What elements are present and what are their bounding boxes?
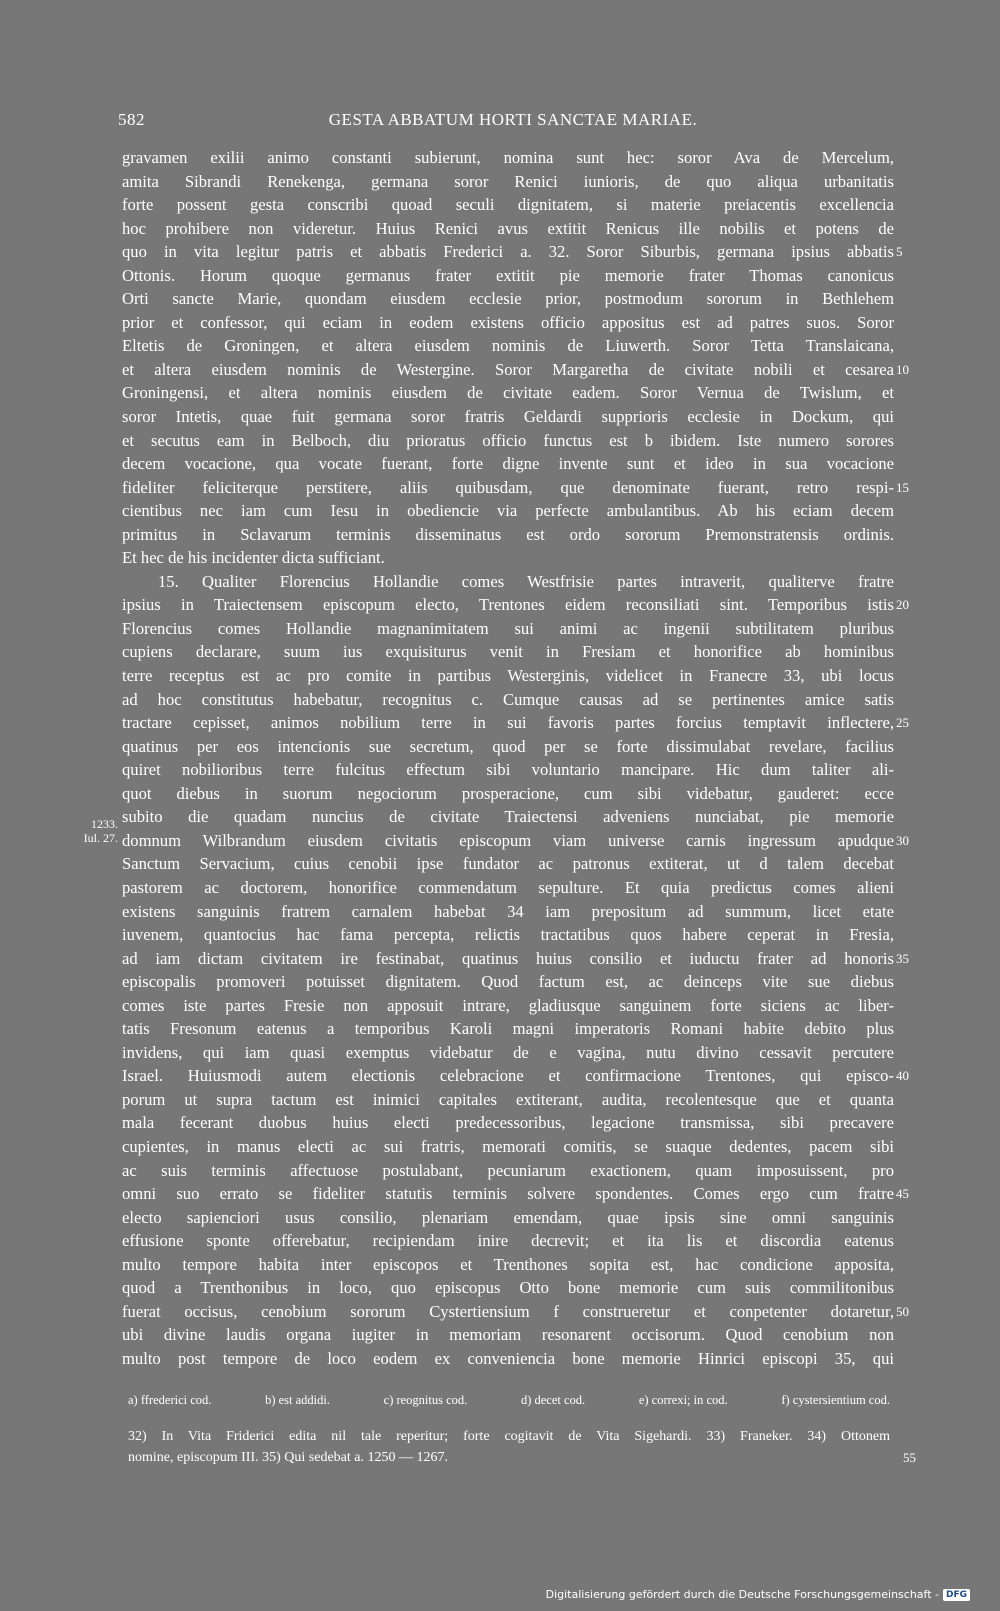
line-text: Ottonis. Horum quoque germanus frater extitit pie memorie frater Thomas canonicus [122,265,894,285]
text-line [122,240,903,264]
line-text: decem vocacione, qua vocate fuerant, forte digne invente sunt et ideo in sua vocacione [122,454,894,474]
text-line [122,264,894,288]
critical-apparatus [128,1393,890,1408]
line-text: cupiens declarare, suum ius exquisiturus venit in Fresiam et honorifice ab hominibus [122,642,894,662]
text-line [122,452,894,476]
text-line [122,499,894,523]
note-text: 32) In Vita Friderici edita nil tale reperitur; forte cogitavit de Vita Sigehardi. 33) Franeker. 34) Ottonem [128,1429,890,1444]
line-text: Eltetis de Groningen, et altera eiusdem nominis de Liuwerth. Soror Tetta Translaicana, [122,336,894,356]
text-line [122,711,909,735]
line-text: quiret nobilioribus terre fulcitus effectum sibi voluntario mancipare. Hic dum taliter ali- [122,760,894,780]
text-line [122,852,894,876]
main-text [122,146,909,1370]
line-text: ipsius in Traiectensem episcopum electo, Trentones eidem reconsiliati sint. Temporibus istis [122,595,894,615]
text-line [122,1347,894,1371]
line-text: quot diebus in suorum negociorum prosperacione, cum sibi videbatur, gauderet: ecce [122,783,894,803]
text-line [122,640,894,664]
text-line [122,311,894,335]
apparatus-entry: c) reognitus cod. [383,1393,468,1407]
text-line [122,805,894,829]
text-line [122,1206,894,1230]
text-line [122,217,894,241]
line-text: mala fecerant duobus huius electi predecessoribus, legacione transmissa, sibi precavere [122,1113,894,1133]
running-title: GESTA ABBATUM HORTI SANCTAE MARIAE. [328,110,698,129]
line-text: Et hec de his incidenter dicta sufficiant. [122,548,385,568]
line-text: fuerat occisus, cenobium sororum Cystertiensium f construeretur et conpetenter dotaretur, [122,1301,894,1321]
text-line [122,405,894,429]
explanatory-notes [128,1426,916,1468]
line-number: 35 [896,950,909,966]
line-text: hoc prohibere non videretur. Huius Renici avus extitit Renicus ille nobilis et potens de [122,218,894,238]
text-line [122,334,894,358]
line-text: domnum Wilbrandum eiusdem civitatis episcopum viam universe carnis ingressum apudque [122,830,894,850]
line-text: ad iam dictam civitatem ire festinabat, quatinus huius consilio et iuductu frater ad honoris [122,948,894,968]
text-line [122,1276,894,1300]
text-line [122,1159,894,1183]
line-number: 50 [896,1303,909,1319]
line-text: cientibus nec iam cum Iesu in obediencie via perfecte ambulantibus. Ab his eciam decem [122,501,894,521]
note-text: nomine, episcopum III. 35) Qui sedebat a. 1250 — 1267. [128,1450,448,1465]
text-line [122,1064,909,1088]
line-text: gravamen exilii animo constanti subierunt, nomina sunt hec: soror Ava de Mercelum, [122,148,894,167]
text-line [122,947,909,971]
text-line [122,735,894,759]
text-line [122,876,894,900]
line-text: episcopalis promoveri potuisset dignitatem. Quod factum est, ac deinceps vite sue diebus [122,972,894,992]
text-line [122,829,909,853]
line-text: fideliter feliciterque perstitere, aliis quibusdam, que denominate fuerant, retro respi- [122,477,894,497]
line-number: 30 [896,832,909,848]
text-line [122,758,894,782]
page-number: 582 [118,110,145,129]
text-line [122,688,894,712]
line-text: porum ut supra tactum est inimici capitales extiterant, audita, recolentesque que et quanta [122,1089,894,1109]
text-line [122,1300,909,1324]
line-text: terre receptus est ac pro comite in partibus Westerginis, videlicet in Franecre 33, ubi locus [122,666,894,686]
text-line [122,1253,894,1277]
text-line [122,146,894,170]
line-text: pastorem ac doctorem, honorifice commendatum sepulture. Et quia predictus comes alieni [122,877,894,897]
text-line [122,546,894,570]
line-text: ac suis terminis affectuose postulabant, pecuniarum exactionem, quam imposuissent, pro [122,1160,894,1180]
text-line [122,1017,894,1041]
line-text: tatis Fresonum eatenus a temporibus Karoli magni imperatoris Romani habite debito plus [122,1019,894,1039]
line-text: Florencius comes Hollandie magnanimitatem sui animi ac ingenii subtilitatem pluribus [122,618,894,638]
text-line [122,1135,894,1159]
page-header [118,110,908,132]
line-text: tractare cepisset, animos nobilium terre in sui favoris partes forcius temptavit inflectere, [122,713,894,733]
apparatus-entry: a) ffrederici cod. [128,1393,212,1407]
apparatus-entry: d) decet cod. [520,1393,586,1407]
line-text: ad hoc constitutus habebatur, recognitus c. Cumque causas ad se pertinentes amice satis [122,689,894,709]
line-text: forte possent gesta conscribi quoad seculi dignitatem, si materie preiacentis excellencia [122,195,894,215]
text-line [122,1182,909,1206]
apparatus-entry: b) est addidi. [265,1393,330,1407]
dfg-logo: DFG [943,1589,970,1601]
line-text: effusione sponte offerebatur, recipiendam inire decrevit; et ita lis et discordia eatenus [122,1231,894,1251]
line-text: primitus in Sclavarum terminis disseminatus est ordo sororum Premonstratensis ordinis. [122,524,894,544]
text-line [122,358,909,382]
text-line [122,994,894,1018]
line-number: 15 [896,479,909,495]
text-line [122,429,894,453]
line-text: ubi divine laudis organa iugiter in memoriam resonarent occisorum. Quod cenobium non [122,1325,894,1345]
line-text: omni suo errato se fideliter statutis terminis solvere spondentes. Comes ergo cum fratre [122,1184,894,1204]
text-line [122,970,894,994]
note-line [128,1447,916,1468]
line-text: et altera eiusdem nominis de Westergine. Soror Margaretha de civitate nobili et cesarea [122,359,894,379]
text-line [122,923,894,947]
line-text: multo tempore habita inter episcopos et Trenthones sopita est, hac condicione apposita, [122,1254,894,1274]
text-line [122,593,909,617]
line-text: existens sanguinis fratrem carnalem habebat 34 iam prepositum ad summum, licet etate [122,901,894,921]
text-line [122,1323,894,1347]
credit-text: Digitalisierung gefördert durch die Deutsche Forschungsgemeinschaft - [545,1588,939,1601]
line-number: 5 [896,244,903,260]
line-text: subito die quadam nuncius de civitate Traiectensi adveniens nunciabat, pie memorie [122,807,894,827]
text-line [122,523,894,547]
margin-note-year: 1233. [91,817,118,831]
line-text: amita Sibrandi Renekenga, germana soror Renici iunioris, de quo aliqua urbanitatis [122,171,894,191]
text-line [122,617,894,641]
line-text: quod a Trenthonibus in loco, quo episcopus Otto bone memorie cum suis commilitonibus [122,1278,894,1298]
apparatus-entry: f) cystersientium cod. [781,1393,890,1407]
line-text: 15. Qualiter Florencius Hollandie comes Westfrisie partes intraverit, qualiterve fratre [158,571,894,591]
line-text: prior et confessor, qui eciam in eodem existens officio appositus est ad patres suos. Soror [122,312,894,332]
text-line [122,664,894,688]
line-number: 20 [896,597,909,613]
text-line [122,1088,894,1112]
line-text: electo sapienciori usus consilio, plenariam emendam, quae ipsis sine omni sanguinis [122,1207,894,1227]
margin-note-date: Iul. 27. [83,831,118,845]
line-text: quatinus per eos intencionis sue secretum, quod per se forte dissimulabat revelare, facilius [122,736,894,756]
line-text: iuvenem, quantocius hac fama percepta, relictis tractatibus quos habere ceperat in Fresia, [122,925,894,945]
line-text: et secutus eam in Belboch, diu prioratus officio functus est b ibidem. Iste numero sorores [122,430,894,450]
line-number: 10 [896,361,909,377]
line-text: cupientes, in manus electi ac sui fratris, memorati comitis, se suaque dedentes, pacem sibi [122,1136,894,1156]
apparatus-entry: e) correxi; in cod. [638,1393,728,1407]
text-line [122,1229,894,1253]
line-text: Orti sancte Marie, quondam eiusdem ecclesie prior, postmodum sororum in Bethlehem [122,289,894,309]
line-text: invidens, qui iam quasi exemptus videbatur de e vagina, nutu divino cessavit percutere [122,1042,894,1062]
text-line [122,476,909,500]
text-line [122,900,894,924]
text-line [122,570,894,594]
line-text: Israel. Huiusmodi autem electionis celebracione et confirmacione Trentones, qui episco- [122,1066,894,1086]
line-number: 40 [896,1068,909,1084]
text-line [122,1111,894,1135]
line-text: multo post tempore de loco eodem ex conveniencia bone memorie Hinrici episcopi 35, qui [122,1348,894,1368]
line-number: 25 [896,715,909,731]
text-line [122,193,894,217]
line-number: 45 [896,1186,909,1202]
note-line [128,1426,890,1447]
text-line [122,287,894,311]
line-text: Sanctum Servacium, cuius cenobii ipse fundator ac patronus extiterat, ut d talem decebat [122,854,894,874]
text-line [122,170,894,194]
line-text: soror Intetis, quae fuit germana soror fratris Geldardi supprioris ecclesie in Dockum, qui [122,407,894,427]
line-text: Groningensi, et altera nominis eiusdem de civitate eadem. Soror Vernua de Twislum, et [122,383,894,403]
text-line [122,1041,894,1065]
line-text: comes iste partes Fresie non apposuit intrare, gladiusque sanguinem forte siciens ac liber- [122,995,894,1015]
digitization-credit [546,1588,970,1601]
line-number: 55 [903,1450,916,1465]
text-line [122,782,894,806]
line-text: quo in vita legitur patris et abbatis Frederici a. 32. Soror Siburbis, germana ipsius abbatis [122,242,894,262]
text-line [122,381,894,405]
